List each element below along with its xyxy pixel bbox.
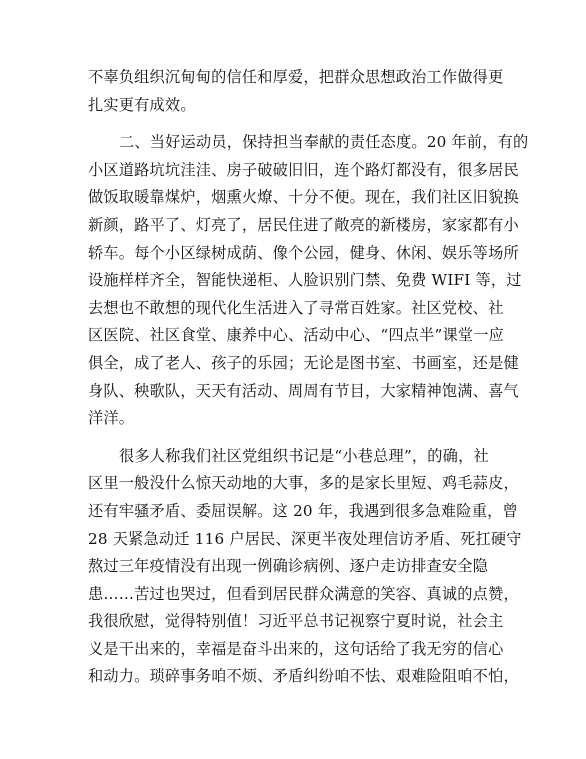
- document-body: [88, 64, 529, 691]
- text-line: 新颜，路平了、灯亮了，居民住进了敞亮的新楼房，家家都有小: [88, 215, 519, 234]
- text-line: 小区道路坑坑洼洼、房子破破旧旧，连个路灯都没有，很多居民: [88, 160, 519, 179]
- paragraph-3: [88, 443, 522, 691]
- text-line: 洋洋。: [88, 409, 135, 428]
- text-line: 不辜负组织沉甸甸的信任和厚爱，把群众思想政治工作做得更: [88, 68, 504, 86]
- text-line: 患……苦过也哭过，但看到居民群众满意的笑容、真诚的点赞，: [88, 584, 519, 603]
- text-line: 区里一般没什么惊天动地的大事，多的是家长里短、鸡毛蒜皮，: [88, 474, 519, 493]
- text-line: 去想也不敢想的现代化生活进入了寻常百姓家。社区党校、社: [88, 298, 504, 317]
- text-line: 俱全，成了老人、孩子的乐园；无论是图书室、书画室，还是健: [88, 353, 519, 372]
- text-line: 还有牢骚矛盾、委屈误解。这 20 年，我遇到很多急难险重，曾: [88, 501, 518, 520]
- text-line: 设施样样齐全，智能快递柜、人脸识别门禁、免费 WIFI 等，过: [88, 271, 522, 290]
- text-line: 二、当好运动员，保持担当奉献的责任态度。20 年前，有的: [119, 133, 529, 152]
- text-line: 28 天紧急动迁 116 户居民、深更半夜处理信访矛盾、死扛硬守: [88, 529, 522, 548]
- text-line: 很多人称我们社区党组织书记是“小巷总理”，的确，社: [119, 446, 489, 465]
- text-line: 轿车。每个小区绿树成荫、像个公园，健身、休闲、娱乐等场所: [88, 243, 519, 262]
- paragraph-1: [88, 64, 504, 119]
- text-line: 扎实更有成效。: [88, 95, 196, 114]
- text-line: 做饭取暖靠煤炉，烟熏火燎、十分不便。现在，我们社区旧貌换: [88, 188, 519, 207]
- text-line: 我很欣慰，觉得特别值！习近平总书记视察宁夏时说，社会主: [88, 612, 504, 631]
- text-line: 和动力。琐碎事务咱不烦、矛盾纠纷咱不怯、艰难险阻咱不怕，: [88, 667, 519, 686]
- text-line: 熬过三年疫情没有出现一例确诊病例、逐户走访排查安全隐: [88, 557, 489, 576]
- paragraph-2: [88, 129, 529, 433]
- text-line: 义是干出来的，幸福是奋斗出来的，这句话给了我无穷的信心: [88, 639, 504, 658]
- text-line: 区医院、社区食堂、康养中心、活动中心、“四点半”课堂一应: [88, 326, 505, 345]
- text-line: 身队、秧歌队，天天有活动、周周有节目，大家精神饱满、喜气: [88, 381, 519, 400]
